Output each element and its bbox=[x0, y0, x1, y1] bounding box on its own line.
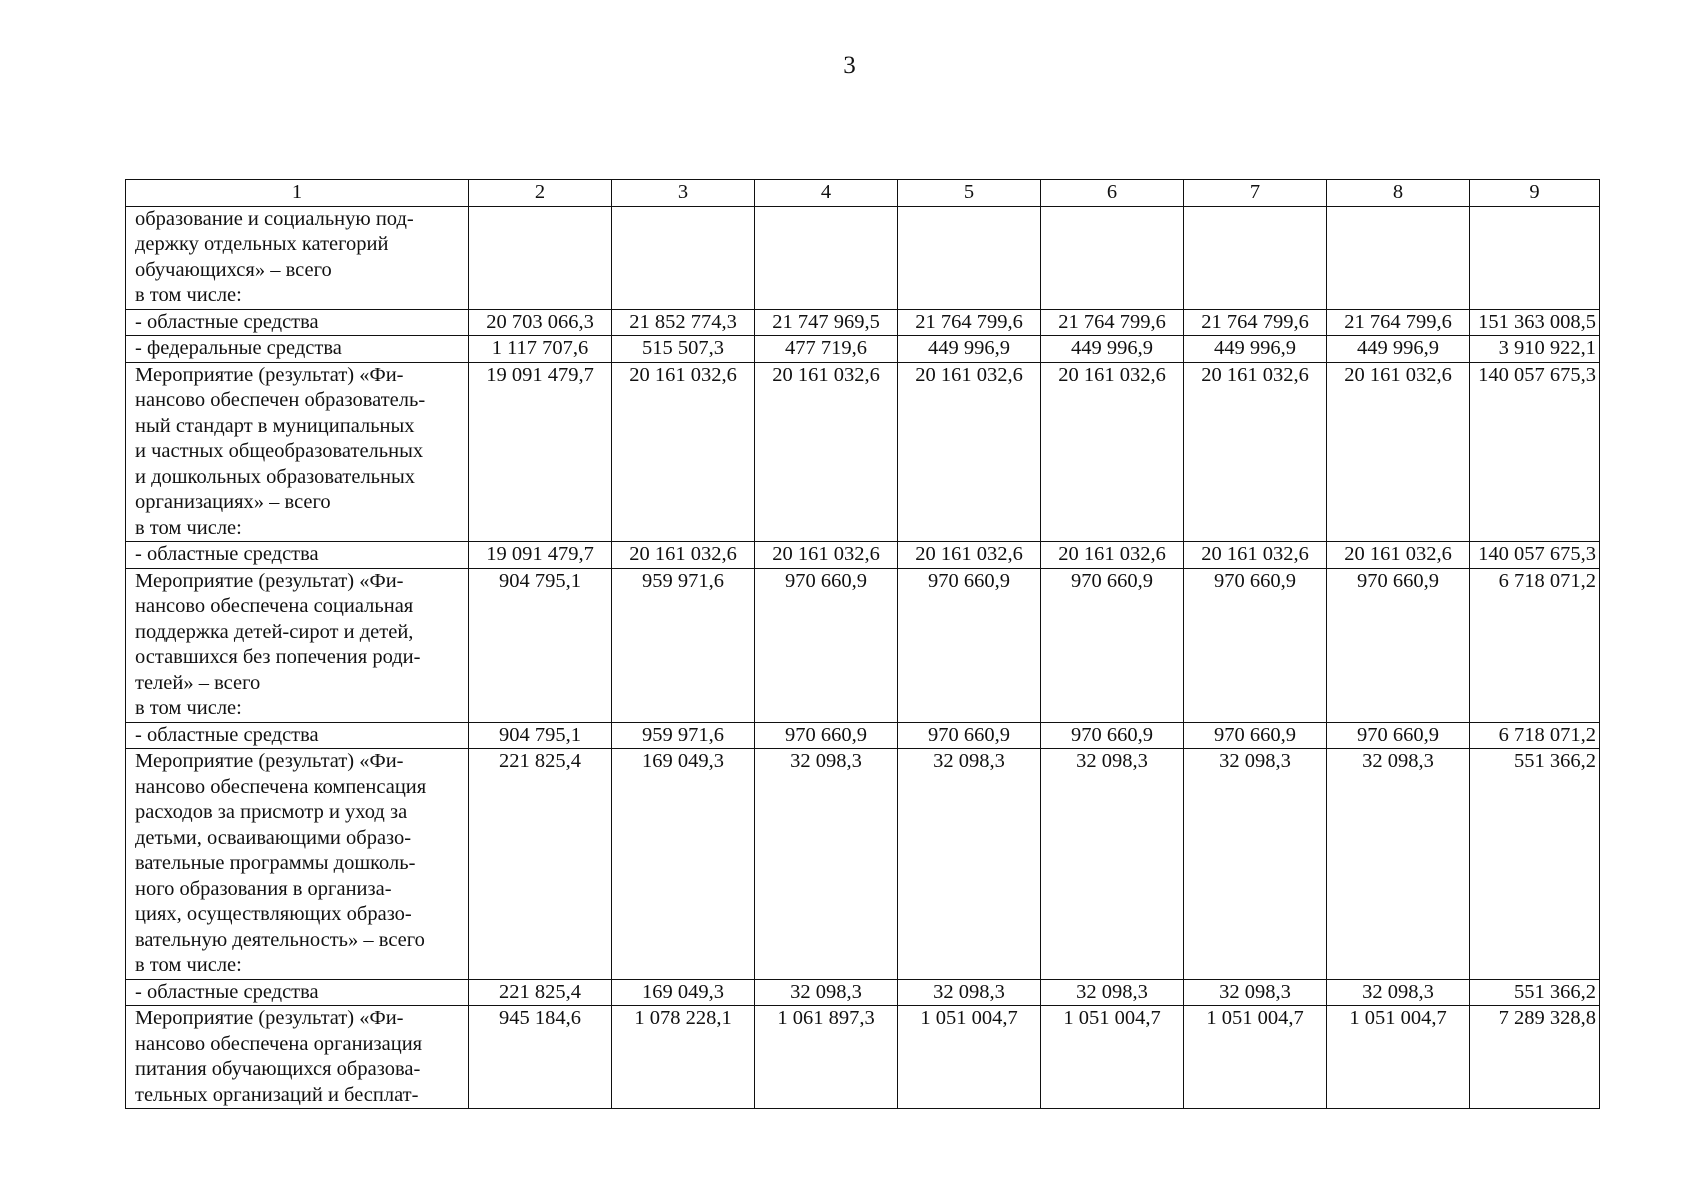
value-cell: 21 764 799,6 bbox=[1041, 309, 1184, 336]
column-number-cell: 6 bbox=[1041, 180, 1184, 207]
value-cell: 32 098,3 bbox=[1184, 749, 1327, 980]
row-label-line: в том числе: bbox=[135, 697, 242, 719]
row-label-cell bbox=[126, 568, 469, 722]
value-cell: 515 507,3 bbox=[612, 336, 755, 363]
value-cell: 32 098,3 bbox=[1041, 749, 1184, 980]
value-cell: 21 764 799,6 bbox=[1184, 309, 1327, 336]
table-row bbox=[126, 722, 1600, 749]
value-cell bbox=[755, 206, 898, 309]
row-label-cell bbox=[126, 722, 469, 749]
row-label-line: поддержка детей-сирот и детей, bbox=[135, 620, 414, 643]
value-cell: 32 098,3 bbox=[755, 749, 898, 980]
table-row bbox=[126, 1006, 1600, 1109]
row-label-line: - областные средства bbox=[135, 723, 319, 746]
row-label-line: в том числе: bbox=[135, 516, 242, 539]
value-cell: 959 971,6 bbox=[612, 568, 755, 722]
value-cell: 32 098,3 bbox=[898, 749, 1041, 980]
row-label-line: нансово обеспечена организация bbox=[135, 1032, 423, 1055]
value-cell: 551 366,2 bbox=[1470, 749, 1600, 980]
value-cell: 1 051 004,7 bbox=[1041, 1006, 1184, 1109]
budget-table bbox=[125, 179, 1600, 1109]
value-cell: 20 161 032,6 bbox=[612, 362, 755, 542]
table-body bbox=[126, 180, 1600, 1109]
value-cell: 970 660,9 bbox=[898, 568, 1041, 722]
row-label-line: организациях» – всего bbox=[135, 491, 331, 513]
row-label-line: Мероприятие (результат) «Фи- bbox=[135, 363, 404, 386]
row-label-line: вательную деятельность» – всего bbox=[135, 928, 425, 951]
value-cell: 20 161 032,6 bbox=[898, 542, 1041, 569]
column-number-cell: 3 bbox=[612, 180, 755, 207]
value-cell: 551 366,2 bbox=[1470, 979, 1600, 1006]
value-cell: 32 098,3 bbox=[1184, 979, 1327, 1006]
row-label-line: оставшихся без попечения роди- bbox=[135, 646, 421, 668]
value-cell bbox=[898, 206, 1041, 309]
value-cell: 477 719,6 bbox=[755, 336, 898, 363]
row-label-cell bbox=[126, 979, 469, 1006]
value-cell: 7 289 328,8 bbox=[1470, 1006, 1600, 1109]
row-label-cell bbox=[126, 1006, 469, 1109]
value-cell: 32 098,3 bbox=[1327, 979, 1470, 1006]
value-cell: 221 825,4 bbox=[469, 749, 612, 980]
value-cell: 169 049,3 bbox=[612, 749, 755, 980]
value-cell: 449 996,9 bbox=[1041, 336, 1184, 363]
value-cell: 32 098,3 bbox=[898, 979, 1041, 1006]
column-number-cell: 9 bbox=[1470, 180, 1600, 207]
row-label-line: детьми, осваивающими образо- bbox=[135, 826, 412, 849]
value-cell: 970 660,9 bbox=[1041, 722, 1184, 749]
value-cell: 20 161 032,6 bbox=[1184, 542, 1327, 569]
table-row bbox=[126, 206, 1600, 309]
value-cell: 3 910 922,1 bbox=[1470, 336, 1600, 363]
row-label-line: ного образования в организа- bbox=[135, 877, 392, 900]
value-cell: 20 161 032,6 bbox=[1327, 542, 1470, 569]
value-cell: 20 161 032,6 bbox=[1184, 362, 1327, 542]
column-number-cell: 7 bbox=[1184, 180, 1327, 207]
column-number-row bbox=[126, 180, 1600, 207]
value-cell: 6 718 071,2 bbox=[1470, 568, 1600, 722]
value-cell: 20 161 032,6 bbox=[612, 542, 755, 569]
row-label-line: в том числе: bbox=[135, 954, 242, 976]
value-cell: 140 057 675,3 bbox=[1470, 542, 1600, 569]
row-label-line: Мероприятие (результат) «Фи- bbox=[135, 569, 404, 592]
row-label-line: - областные средства bbox=[135, 310, 319, 333]
value-cell: 6 718 071,2 bbox=[1470, 722, 1600, 749]
row-label-line: держку отдельных категорий bbox=[135, 233, 389, 255]
value-cell: 1 051 004,7 bbox=[1327, 1006, 1470, 1109]
value-cell: 1 051 004,7 bbox=[898, 1006, 1041, 1109]
row-label-line: нансово обеспечена компенсация bbox=[135, 775, 427, 798]
value-cell: 19 091 479,7 bbox=[469, 542, 612, 569]
value-cell: 21 747 969,5 bbox=[755, 309, 898, 336]
row-label-line: Мероприятие (результат) «Фи- bbox=[135, 1007, 404, 1029]
value-cell: 970 660,9 bbox=[755, 722, 898, 749]
row-label-cell bbox=[126, 362, 469, 542]
value-cell: 970 660,9 bbox=[898, 722, 1041, 749]
row-label-cell bbox=[126, 206, 469, 309]
row-label-cell bbox=[126, 309, 469, 336]
value-cell: 959 971,6 bbox=[612, 722, 755, 749]
value-cell: 20 161 032,6 bbox=[755, 362, 898, 542]
value-cell: 21 764 799,6 bbox=[1327, 309, 1470, 336]
value-cell: 21 764 799,6 bbox=[898, 309, 1041, 336]
value-cell: 20 161 032,6 bbox=[898, 362, 1041, 542]
value-cell: 1 117 707,6 bbox=[469, 336, 612, 363]
value-cell: 1 051 004,7 bbox=[1184, 1006, 1327, 1109]
value-cell: 970 660,9 bbox=[755, 568, 898, 722]
column-number-cell: 8 bbox=[1327, 180, 1470, 207]
value-cell: 945 184,6 bbox=[469, 1006, 612, 1109]
row-label-line: телей» – всего bbox=[135, 671, 261, 694]
table-row bbox=[126, 362, 1600, 542]
row-label-line: и частных общеобразовательных bbox=[135, 440, 424, 462]
table-row bbox=[126, 749, 1600, 980]
row-label-line: питания обучающихся образова- bbox=[135, 1058, 421, 1080]
row-label-line: Мероприятие (результат) «Фи- bbox=[135, 750, 404, 772]
value-cell: 151 363 008,5 bbox=[1470, 309, 1600, 336]
value-cell: 1 061 897,3 bbox=[755, 1006, 898, 1109]
row-label-line: и дошкольных образовательных bbox=[135, 465, 416, 488]
row-label-line: - областные средства bbox=[135, 980, 319, 1003]
column-number-cell: 2 bbox=[469, 180, 612, 207]
row-label-line: нансово обеспечен образователь- bbox=[135, 389, 426, 411]
row-label-line: образование и социальную под- bbox=[135, 207, 414, 230]
row-label-line: ный стандарт в муниципальных bbox=[135, 414, 415, 437]
value-cell: 169 049,3 bbox=[612, 979, 755, 1006]
row-label-line: циях, осуществляющих образо- bbox=[135, 903, 412, 925]
value-cell: 32 098,3 bbox=[755, 979, 898, 1006]
value-cell: 970 660,9 bbox=[1327, 568, 1470, 722]
value-cell: 21 852 774,3 bbox=[612, 309, 755, 336]
value-cell bbox=[1041, 206, 1184, 309]
row-label-line: тельных организаций и бесплат- bbox=[135, 1083, 419, 1106]
row-label-cell bbox=[126, 542, 469, 569]
column-number-cell: 4 bbox=[755, 180, 898, 207]
column-number-cell: 1 bbox=[126, 180, 469, 207]
value-cell: 19 091 479,7 bbox=[469, 362, 612, 542]
value-cell: 20 161 032,6 bbox=[755, 542, 898, 569]
value-cell: 32 098,3 bbox=[1327, 749, 1470, 980]
table-row bbox=[126, 309, 1600, 336]
column-number-cell: 5 bbox=[898, 180, 1041, 207]
value-cell: 970 660,9 bbox=[1184, 722, 1327, 749]
table-row bbox=[126, 336, 1600, 363]
value-cell bbox=[1327, 206, 1470, 309]
value-cell bbox=[469, 206, 612, 309]
page-number: 3 bbox=[843, 52, 856, 79]
row-label-line: - областные средства bbox=[135, 543, 319, 565]
row-label-cell bbox=[126, 749, 469, 980]
value-cell: 904 795,1 bbox=[469, 568, 612, 722]
value-cell bbox=[1470, 206, 1600, 309]
row-label-line: расходов за присмотр и уход за bbox=[135, 801, 408, 823]
table-row bbox=[126, 568, 1600, 722]
value-cell: 970 660,9 bbox=[1327, 722, 1470, 749]
table-row bbox=[126, 542, 1600, 569]
row-label-line: обучающихся» – всего bbox=[135, 258, 332, 281]
row-label-line: - федеральные средства bbox=[135, 337, 342, 359]
value-cell: 904 795,1 bbox=[469, 722, 612, 749]
value-cell: 449 996,9 bbox=[898, 336, 1041, 363]
value-cell: 20 703 066,3 bbox=[469, 309, 612, 336]
row-label-line: нансово обеспечена социальная bbox=[135, 595, 414, 617]
value-cell: 449 996,9 bbox=[1184, 336, 1327, 363]
value-cell: 20 161 032,6 bbox=[1327, 362, 1470, 542]
value-cell: 449 996,9 bbox=[1327, 336, 1470, 363]
value-cell: 221 825,4 bbox=[469, 979, 612, 1006]
value-cell: 970 660,9 bbox=[1184, 568, 1327, 722]
value-cell: 20 161 032,6 bbox=[1041, 542, 1184, 569]
value-cell bbox=[1184, 206, 1327, 309]
value-cell: 32 098,3 bbox=[1041, 979, 1184, 1006]
table-row bbox=[126, 979, 1600, 1006]
value-cell: 20 161 032,6 bbox=[1041, 362, 1184, 542]
value-cell: 1 078 228,1 bbox=[612, 1006, 755, 1109]
value-cell: 140 057 675,3 bbox=[1470, 362, 1600, 542]
row-label-line: вательные программы дошколь- bbox=[135, 852, 416, 874]
value-cell: 970 660,9 bbox=[1041, 568, 1184, 722]
row-label-line: в том числе: bbox=[135, 284, 242, 306]
value-cell bbox=[612, 206, 755, 309]
row-label-cell bbox=[126, 336, 469, 363]
